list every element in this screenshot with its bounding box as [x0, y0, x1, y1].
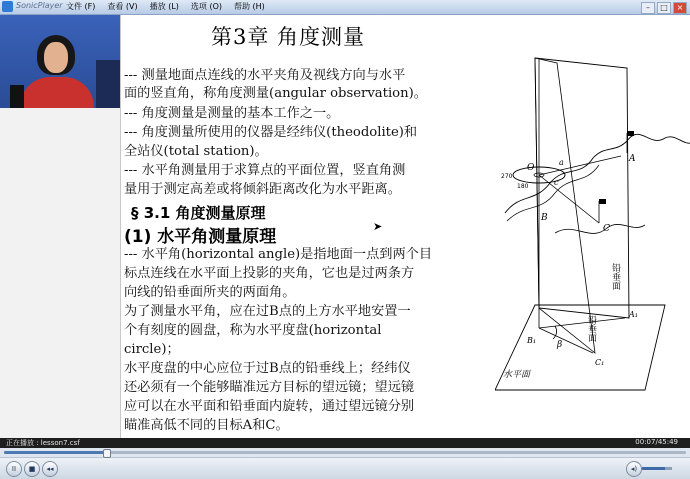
sight-line-c [539, 175, 599, 223]
body-line-2: 标点连线在水平面上投影的夹角，它也是过两条方 [124, 266, 415, 281]
menu-view[interactable]: 查看 (V) [107, 2, 138, 11]
subsection-title: (1) 水平角测量原理 [124, 227, 277, 247]
mute-button[interactable]: ◂) [626, 461, 642, 477]
status-bar [0, 438, 690, 448]
intro-line-5: 全站仪(total station)。 [124, 144, 268, 159]
playback-status: 正在播放 : lesson7.csf [6, 439, 80, 447]
section-title: § 3.1 角度测量原理 [131, 204, 266, 222]
label-b1: B₁ [527, 336, 537, 345]
menu-options[interactable]: 选项 (O) [190, 2, 222, 11]
volume-level [642, 467, 665, 470]
flag-a-icon [627, 131, 634, 136]
label-c-lower: c [554, 178, 559, 187]
label-b: B [541, 213, 548, 223]
menu-bar [66, 1, 265, 12]
left-panel-blank [0, 108, 120, 438]
terrain-left-2 [507, 165, 599, 221]
mouse-cursor-icon: ➤ [373, 220, 383, 233]
label-a-lower: a [559, 158, 564, 167]
body-line-10: 瞄准高低不同的目标A和C。 [124, 418, 289, 433]
window-titlebar [0, 0, 690, 15]
menu-file[interactable]: 文件 (F) [66, 2, 96, 11]
label-270: 270 [501, 173, 513, 180]
maximize-icon[interactable]: □ [657, 2, 671, 14]
label-beta: β [557, 340, 563, 350]
label-a: A [629, 154, 636, 164]
app-logo-icon [2, 1, 13, 12]
monitor-shape [96, 60, 120, 108]
label-vertical-plane-1: 铅垂面 [610, 263, 620, 290]
player-controls [0, 458, 690, 479]
intro-line-1: --- 测量地面点连线的水平夹角及视线方向与水平 [124, 68, 406, 83]
seek-track[interactable] [4, 451, 686, 454]
seek-bar[interactable] [0, 448, 690, 458]
intro-line-4: --- 角度测量所使用的仪器是经纬仪(theodolite)和 [124, 125, 418, 140]
label-180: 180 [517, 183, 529, 190]
intro-line-3: --- 角度测量是测量的基本工作之一。 [124, 106, 340, 121]
previous-button[interactable]: ◂◂ [42, 461, 58, 477]
lecturer-face [44, 42, 68, 73]
slide-area [121, 15, 690, 438]
menu-help[interactable]: 帮助 (H) [234, 2, 265, 11]
flag-c-icon [599, 199, 606, 204]
left-panel [0, 15, 121, 438]
app-name: SonicPlayer [16, 1, 63, 10]
label-a1: A₁ [629, 310, 638, 319]
stop-button[interactable]: ■ [24, 461, 40, 477]
intro-line-7: 量用于测定高差或将倾斜距离改化为水平距离。 [124, 182, 401, 197]
body-line-5: 个有刻度的圆盘，称为水平度盘(horizontal [124, 323, 382, 338]
body-line-7: 水平度盘的中心应位于过B点的铅垂线上；经纬仪 [124, 361, 411, 376]
angle-measurement-diagram [495, 53, 690, 398]
label-c1: C₁ [595, 358, 605, 367]
label-o: O [527, 163, 535, 173]
window-controls [641, 2, 687, 14]
terrain-lower [555, 224, 645, 233]
menu-play[interactable]: 播放 (L) [149, 2, 179, 11]
label-c: C [603, 224, 610, 234]
label-vertical-plane-2: 铅垂面 [586, 315, 596, 342]
projection-c1 [539, 328, 593, 353]
slide-title: 第3章 角度测量 [211, 25, 366, 49]
microphone-icon [10, 85, 24, 108]
pause-button[interactable]: II [6, 461, 22, 477]
body-line-3: 向线的铅垂面所夹的两面角。 [124, 285, 296, 300]
volume-slider[interactable] [642, 467, 672, 470]
intro-line-6: --- 水平角测量用于求算点的平面位置，竖直角测 [124, 163, 406, 178]
lecturer-video [0, 15, 120, 108]
projection-a1 [539, 318, 625, 328]
body-line-6: circle)； [124, 342, 180, 357]
minimize-icon[interactable]: – [641, 2, 655, 14]
body-line-9: 应可以在水平面和铅垂面内旋转，通过望远镜分别 [124, 399, 415, 414]
seek-handle[interactable] [103, 449, 111, 458]
seek-progress [4, 451, 106, 454]
close-icon[interactable]: × [673, 2, 687, 14]
intro-line-2: 面的竖直角，称角度测量(angular observation)。 [124, 86, 427, 101]
terrain-right [627, 134, 690, 143]
label-horizontal-plane: 水平面 [503, 370, 531, 380]
body-line-1: --- 水平角(horizontal angle)是指地面一点到两个目 [124, 247, 433, 262]
terrain-left [505, 141, 627, 213]
sight-line-a [539, 156, 621, 175]
body-line-4: 为了测量水平角，应在过B点的上方水平地安置一 [124, 304, 411, 319]
playback-time: 00:07/45:49 [635, 438, 678, 446]
beta-arc [553, 326, 557, 339]
body-line-8: 还必须有一个能够瞄准远方目标的望远镜；望远镜 [124, 380, 415, 395]
